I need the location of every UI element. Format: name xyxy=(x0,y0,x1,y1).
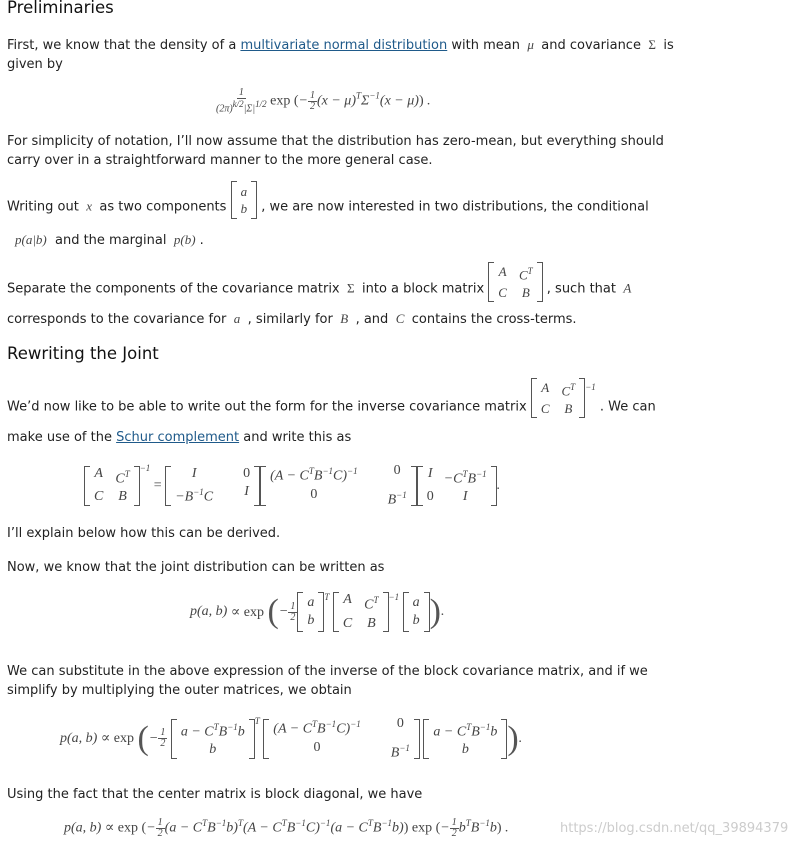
paragraph-components-line2: p(a|b) and the marginal p(b) . xyxy=(15,232,204,248)
paragraph-block-matrix: Separate the components of the covariance matrix Σ into a block matrix A $C^T$ C B , such that A xyxy=(7,276,697,302)
paragraph-inverse-cov: We’d now like to be able to write out the form for the inverse covariance matrix A $C^T$ C B $^{-1}$ . We can xyxy=(7,396,697,418)
section-heading-rewriting: Rewriting the Joint xyxy=(7,344,159,363)
paragraph-block-matrix-line2: corresponds to the covariance for a , similarly for B , and C contains the cross-terms. xyxy=(7,311,577,327)
paragraph-components: Writing out x as two components a b , we are now interested in two distributions, the conditional xyxy=(7,195,697,219)
equation-joint-expanded: p(a, b) ∝ exp ( − $\frac{1}{2}$ $a - C^TB^{-1}b$ b $^T$ $(A - C^TB^{-1}C)^{-1}$ 0 0 $B^{-1}$ $a - C^TB^{-1}b$ b ) . xyxy=(60,716,523,761)
paragraph-joint: Now, we know that the joint distribution can be written as xyxy=(7,560,385,575)
matrix-block-cov: A $C^T$ C B xyxy=(488,262,542,302)
section-heading-preliminaries: Preliminaries xyxy=(7,0,114,17)
equation-gaussian-density: $\frac{1}{(2\pi)^{k/2}|\Sigma|^{1/2}}$ exp (− $\frac{1}{2}$ $(x - \mu)^T\Sigma^{-1}(x - \mu)$) . xyxy=(216,87,431,115)
equation-schur-decomposition: A $C^T$ C B $^{-1}$ = I 0 $-B^{-1}C$ I $(A - C^TB^{-1}C)^{-1}$ 0 0 $B^{-1}$ I $-C^TB^{-1}$ 0 I . xyxy=(84,463,500,508)
paragraph-schur: make use of the Schur complement and write this as xyxy=(7,430,352,445)
paragraph-density: First, we know that the density of a multivariate normal distribution with mean μ and covariance Σ is given by xyxy=(7,37,674,72)
watermark-text: https://blog.csdn.net/qq_39894379 xyxy=(560,821,788,836)
equation-joint-factored: p(a, b) ∝ exp (− $\frac{1}{2}$ $(a - C^TB^{-1}b)^T(A - C^TB^{-1}C)^{-1}(a - C^TB^{-1}b)$) exp (− $\frac{1}{2}$ $b^TB^{-1}b$) . xyxy=(64,817,509,839)
link-schur-complement[interactable]: Schur complement xyxy=(116,430,240,445)
math-mu: μ xyxy=(524,37,538,52)
paragraph-block-diagonal: Using the fact that the center matrix is block diagonal, we have xyxy=(7,787,423,802)
equation-joint: p(a, b) ∝ exp ( − $\frac{1}{2}$ a b $^T$ A $C^T$ C B $^{-1}$ a b ) . xyxy=(190,592,445,631)
paragraph-substitute: We can substitute in the above expression of the inverse of the block covariance matrix, and if we simplify by multiplying the outer matrices, we obtain xyxy=(7,664,648,698)
link-multivariate-normal[interactable]: multivariate normal distribution xyxy=(240,38,448,53)
paragraph-zero-mean: For simplicity of notation, I’ll now assume that the distribution has zero-mean, but everything should carry over in a straightforward manner to the more general case. xyxy=(7,134,664,168)
math-sigma: Σ xyxy=(645,37,660,52)
matrix-ab-vector: a b xyxy=(231,181,258,219)
matrix-inverse-cov: A $C^T$ C B $^{-1}$ xyxy=(531,378,596,418)
paragraph-derivation-note: I’ll explain below how this can be derived. xyxy=(7,526,281,541)
